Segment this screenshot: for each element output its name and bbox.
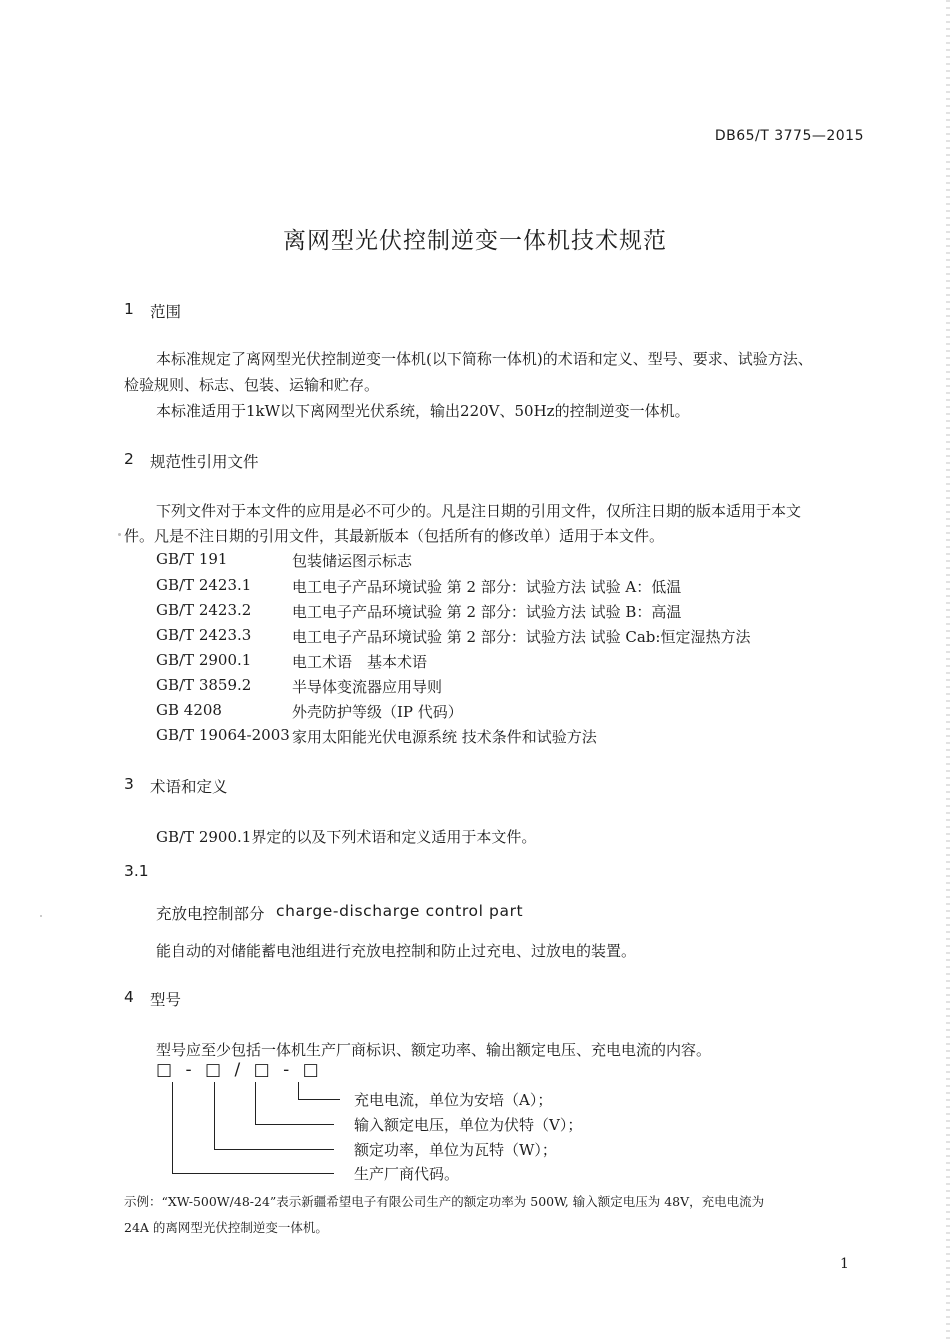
document-title: 离网型光伏控制逆变一体机技术规范 [283, 228, 667, 254]
diagram-line [172, 1173, 334, 1174]
section1-para2: 本标准适用于1kW以下离网型光伏系统，输出220V、50Hz的控制逆变一体机。 [156, 402, 690, 420]
ref-title: 半导体变流器应用导则 [292, 678, 443, 696]
legend-rated-power: 额定功率，单位为瓦特（W）； [354, 1141, 557, 1159]
document-code: DB65/T 3775—2015 [714, 128, 864, 144]
legend-input-voltage: 输入额定电压，单位为伏特（V）； [354, 1116, 583, 1134]
section2-heading: 规范性引用文件 [150, 453, 259, 471]
section2-number: 2 [124, 450, 134, 468]
section1-para1-line2: 检验规则、标志、包装、运输和贮存。 [124, 376, 380, 394]
model-pattern: □ - □ / □ - □ [156, 1060, 323, 1080]
ref-code: GB/T 3859.2 [156, 676, 252, 694]
term-english: charge-discharge control part [276, 902, 524, 920]
section2-intro-line2: 件。凡是不注日期的引用文件，其最新版本（包括所有的修改单）适用于本文件。 [124, 527, 665, 545]
section1-para1-line1: 本标准规定了离网型光伏控制逆变一体机(以下简称一体机)的术语和定义、型号、要求、试验方法、 [156, 350, 813, 368]
ref-code: GB/T 2423.2 [156, 601, 252, 619]
diagram-line [298, 1082, 299, 1100]
example-line1: 示例：“XW-500W/48-24”表示新疆希望电子有限公司生产的额定功率为 500W, 输入额定电压为 48V，充电电流为 [124, 1194, 765, 1209]
ref-code: GB/T 19064-2003 [156, 726, 290, 744]
scan-speck [40, 915, 42, 917]
section4-heading: 型号 [150, 991, 182, 1009]
scan-speck [118, 533, 121, 536]
ref-code: GB 4208 [156, 701, 222, 719]
ref-code: GB/T 191 [156, 550, 228, 568]
ref-title: 外壳防护等级（IP 代码） [292, 703, 463, 721]
scan-edge-noise [946, 0, 950, 1344]
section1-heading: 范围 [150, 303, 182, 321]
section2-intro-line1: 下列文件对于本文件的应用是必不可少的。凡是注日期的引用文件，仅所注日期的版本适用于本文 [156, 502, 802, 520]
ref-title: 电工电子产品环境试验 第 2 部分：试验方法 试验 Cab:恒定湿热方法 [292, 628, 751, 646]
example-line2: 24A 的离网型光伏控制逆变一体机。 [124, 1220, 328, 1235]
page-number: 1 [840, 1256, 849, 1272]
section3-number: 3 [124, 775, 134, 793]
ref-title: 包装储运图示标志 [292, 552, 413, 570]
section3-heading: 术语和定义 [150, 778, 228, 796]
diagram-line [255, 1082, 256, 1125]
diagram-line [172, 1082, 173, 1174]
term-definition: 能自动的对储能蓄电池组进行充放电控制和防止过充电、过放电的装置。 [156, 942, 637, 960]
legend-charge-current: 充电电流，单位为安培（A）； [354, 1091, 553, 1109]
term-chinese: 充放电控制部分 [156, 905, 265, 923]
section3-intro: GB/T 2900.1界定的以及下列术语和定义适用于本文件。 [156, 828, 537, 846]
ref-code: GB/T 2423.3 [156, 626, 252, 644]
diagram-line [214, 1149, 334, 1150]
diagram-line [298, 1099, 340, 1100]
section4-intro: 型号应至少包括一体机生产厂商标识、额定功率、输出额定电压、充电电流的内容。 [156, 1041, 712, 1059]
ref-code: GB/T 2423.1 [156, 576, 252, 594]
section4-number: 4 [124, 988, 134, 1006]
ref-title: 电工术语 基本术语 [292, 653, 428, 671]
diagram-line [214, 1082, 215, 1150]
ref-code: GB/T 2900.1 [156, 651, 252, 669]
section1-number: 1 [124, 300, 134, 318]
ref-title: 电工电子产品环境试验 第 2 部分：试验方法 试验 B：高温 [292, 603, 682, 621]
legend-manufacturer-code: 生产厂商代码。 [354, 1165, 460, 1183]
ref-title: 电工电子产品环境试验 第 2 部分：试验方法 试验 A：低温 [292, 578, 682, 596]
subsection-number: 3.1 [124, 862, 149, 880]
diagram-line [255, 1124, 334, 1125]
ref-title: 家用太阳能光伏电源系统 技术条件和试验方法 [292, 728, 597, 746]
